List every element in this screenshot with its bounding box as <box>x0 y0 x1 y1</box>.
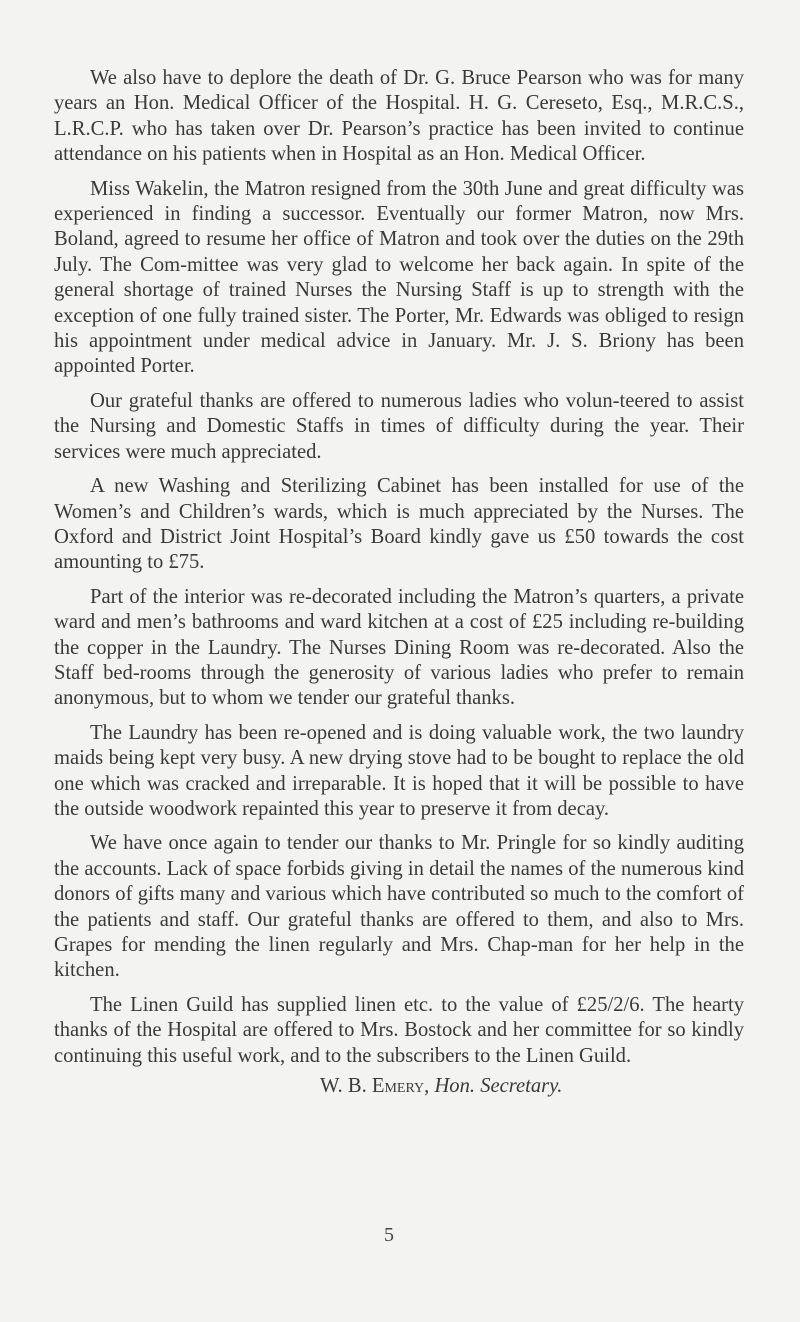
paragraph-volunteer-thanks: Our grateful thanks are offered to numerous ladies who volun-teered to assist the Nursing and Domestic Staffs in times of difficulty during the year. Their services were much appreciated. <box>54 389 744 463</box>
document-page <box>54 66 744 1099</box>
signature-line <box>54 1074 744 1099</box>
page-number: 5 <box>384 1224 394 1246</box>
paragraph-matron-and-staff: Miss Wakelin, the Matron resigned from the 30th June and great difficulty was experienced in finding a successor. Eventually our former Matron, now Mrs. Boland, agreed to resume her office of Matron and took over the duties on the 29th July. The Com-mittee was very glad to welcome her back again. In spite of the general shortage of trained Nurses the Nursing Staff is up to strength with the exception of one fully trained sister. The Porter, Mr. Edwards was obliged to resign his appointment under medical advice in January. Mr. J. S. Briony has been appointed Porter. <box>54 177 744 378</box>
paragraph-washing-cabinet: A new Washing and Sterilizing Cabinet has been installed for use of the Women’s and Children’s wards, which is much appreciated by the Nurses. The Oxford and District Joint Hospital’s Board kindly gave us £50 towards the cost amounting to £75. <box>54 475 744 574</box>
signature-title: Hon. Secretary. <box>434 1075 563 1098</box>
paragraph-hon-medical-officer: We also have to deplore the death of Dr. G. Bruce Pearson who was for many years an Hon. Medical Officer of the Hospital. H. G. Cereseto, Esq., M.R.C.S., L.R.C.P. who has taken over Dr. Pearson’s practice has been invited to continue attendance on his patients when in Hospital as an Hon. Medical Officer. <box>54 67 744 166</box>
paragraph-laundry: The Laundry has been re-opened and is doing valuable work, the two laundry maids being kept very busy. A new drying stove had to be bought to replace the old one which was cracked and irreparable. It is hoped that it will be possible to have the outside woodwork repainted this year to preserve it from decay. <box>54 721 744 820</box>
paragraph-linen-guild: The Linen Guild has supplied linen etc. to the value of £25/2/6. The hearty thanks of the Hospital are offered to Mrs. Bostock and her committee for so kindly continuing this useful work, and to the subscribers to the Linen Guild. <box>54 993 744 1067</box>
paragraph-redecoration: Part of the interior was re-decorated including the Matron’s quarters, a private ward and men’s bathrooms and ward kitchen at a cost of £25 including re-building the copper in the Laundry. The Nurses Dining Room was re-decorated. Also the Staff bed-rooms through the generosity of various ladies who prefer to remain anonymous, but to whom we tender our grateful thanks. <box>54 585 744 710</box>
signature-name: W. B. Emery, <box>320 1075 430 1098</box>
paragraph-auditing-and-donors: We have once again to tender our thanks to Mr. Pringle for so kindly auditing the accounts. Lack of space forbids giving in detail the names of the numerous kind donors of gifts many and various which have contributed so much to the comfort of the patients and staff. Our grateful thanks are offered to them, and also to Mrs. Grapes for mending the linen regularly and Mrs. Chap-man for her help in the kitchen. <box>54 832 744 982</box>
